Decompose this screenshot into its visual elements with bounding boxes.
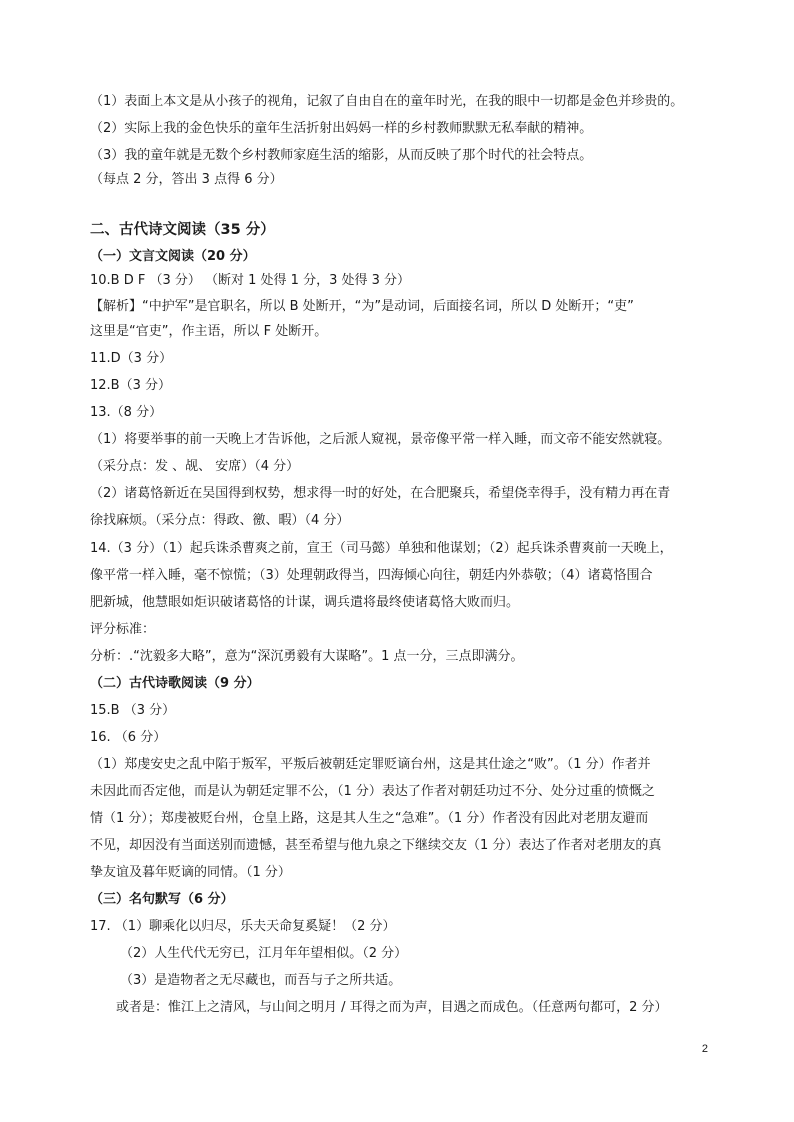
answer-line: 不见，却因没有当面送别而遗憾，甚至希望与他九泉之下继续交友（1 分）表达了作者对老朋友的真: [90, 838, 662, 853]
answer-line: 像平常一样入睡，毫不惊慌；（3）处理朝政得当，四海倾心向往，朝廷内外恭敬；（4）诸葛恪围合: [90, 568, 653, 583]
answer-line: （2）实际上我的金色快乐的童年生活折射出妈妈一样的乡村教师默默无私奉献的精神。: [90, 121, 593, 136]
analysis-line: 【解析】“中护军”是官职名，所以 B 处断开，“为”是动词，后面接名词，所以 D 处断开；“吏”: [90, 299, 634, 314]
scoring-note: （每点 2 分，答出 3 点得 6 分）: [90, 172, 283, 187]
answer-line: 徐找麻烦。（采分点：得政、徼、暇）（4 分）: [90, 513, 350, 528]
answer-line: 16. （6 分）: [90, 730, 167, 745]
answer-line: 挚友谊及暮年贬谪的同情。（1 分）: [90, 865, 291, 880]
answer-line: （采分点：发 、觇、 安席）（4 分）: [90, 459, 300, 474]
answer-line: 15.B （3 分）: [90, 703, 176, 718]
section-heading: 二、古代诗文阅读（35 分）: [90, 222, 275, 238]
answer-line: 13.（8 分）: [90, 405, 163, 420]
answer-line: 未因此而否定他，而是认为朝廷定罪不公，（1 分）表达了作者对朝廷功过不分、处分过重的愤慨之: [90, 784, 655, 799]
subsection-heading: （一）文言文阅读（20 分）: [90, 249, 256, 264]
answer-line: 分析：.“沈毅多大略”，意为“深沉勇毅有大谋略”。1 点一分，三点即满分。: [90, 649, 524, 664]
answer-line: 12.B（3 分）: [90, 378, 171, 393]
subsection-heading: （三）名句默写（6 分）: [90, 892, 234, 907]
answer-line: 10.B D F （3 分） （断对 1 处得 1 分，3 处得 3 分）: [90, 273, 411, 288]
answer-line: 或者是：惟江上之清风，与山间之明月 / 耳得之而为声，目遇之而成色。（任意两句都可，2 分）: [116, 1000, 668, 1015]
subsection-heading: （二）古代诗歌阅读（9 分）: [90, 676, 260, 691]
answer-line: 评分标准：: [90, 622, 156, 637]
answer-line: 11.D（3 分）: [90, 351, 173, 366]
answer-line: （2）诸葛恪新近在吴国得到权势，想求得一时的好处，在合肥聚兵，希望侥幸得手，没有精力再在青: [90, 486, 671, 501]
analysis-line: 这里是“官吏”，作主语，所以 F 处断开。: [90, 324, 328, 339]
answer-line: （1）将要举事的前一天晚上才告诉他，之后派人窥视，景帝像平常一样入睡，而文帝不能安然就寝。: [90, 432, 671, 447]
answer-line: （1）郑虔安史之乱中陷于叛军，平叛后被朝廷定罪贬谪台州，这是其仕途之“败”。（1 分）作者并: [90, 757, 651, 772]
answer-line: 17. （1）聊乘化以归尽，乐夫天命复奚疑！（2 分）: [90, 919, 396, 934]
answer-line: （3）是造物者之无尽藏也，而吾与子之所共适。: [120, 973, 402, 988]
answer-line: 14.（3 分）（1）起兵诛杀曹爽之前，宣王（司马懿）单独和他谋划；（2）起兵诛杀曹爽前一天晚上，: [90, 541, 673, 556]
answer-line: （3）我的童年就是无数个乡村教师家庭生活的缩影，从而反映了那个时代的社会特点。: [90, 148, 593, 163]
answer-line: 情（1 分）；郑虔被贬台州，仓皇上路，这是其人生之“急难”。（1 分）作者没有因此对老朋友避而: [90, 811, 649, 826]
page-number: 2: [701, 1043, 708, 1055]
answer-line: （1）表面上本文是从小孩子的视角，记叙了自由自在的童年时光，在我的眼中一切都是金色并珍贵的。: [90, 94, 684, 109]
answer-line: （2）人生代代无穷已，江月年年望相似。（2 分）: [120, 946, 408, 961]
answer-line: 肥新城，他慧眼如炬识破诸葛恪的计谋，调兵遣将最终使诸葛恪大败而归。: [90, 595, 520, 610]
